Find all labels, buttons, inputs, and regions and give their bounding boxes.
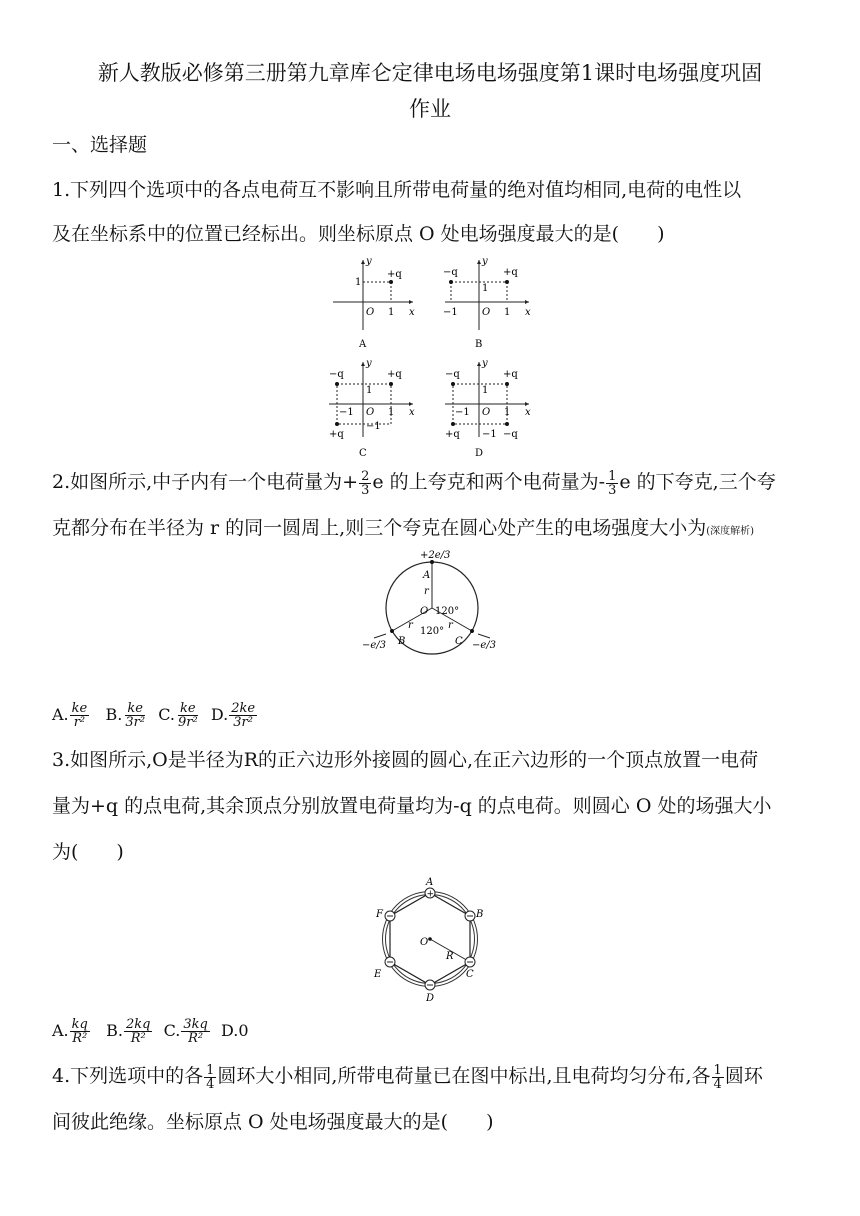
q3-point-d: D [426,993,435,1004]
q1c-x-label: x [409,407,415,418]
q1a-tick-x1: 1 [388,307,395,318]
section-heading: 一、选择题 [52,134,148,156]
q1-text-line2: 及在坐标系中的位置已经标出。则坐标原点 O 处电场强度最大的是( ) [52,223,665,245]
q1c-origin: O [366,407,375,418]
q1a-x-label: x [409,307,415,318]
q3-text-line1: 3.如图所示,O是半径为R的正六边形外接圆的圆心,在正六边形的一个顶点放置一电荷 [52,749,759,771]
q3-text-line3: 为( ) [52,841,124,863]
q1-diagram-b [443,256,531,350]
q2-right-charge: −e/3 [472,640,497,651]
q1d-origin: O [482,407,491,418]
q1d-charge-pos2: +q [445,429,460,440]
q1a-tick-1: 1 [355,277,362,288]
q2-top-charge: +2e/3 [420,550,451,561]
q2-radius-r3: r [448,620,453,631]
q3-option-d[interactable]: D.0 [221,1021,249,1040]
q1c-charge-neg: −q [329,369,344,380]
q1-diagram-d [445,358,531,459]
q3-options [52,1018,249,1045]
q1-figure [325,255,530,465]
q3-figure [368,873,498,1005]
q2-fraction-up: $\frac{2}{3}$ [361,468,370,498]
q1b-origin: O [482,307,491,318]
q3-option-c[interactable]: C. $\frac{3kq}{\text{R²}}$ [163,1017,208,1046]
q1c-label: C [359,448,367,459]
q1d-charge-neg2: −q [503,429,518,440]
q1b-charge-pos: +q [503,267,518,278]
q4-text-line2: 间彼此绝缘。坐标原点 O 处电场强度最大的是( ) [52,1111,494,1133]
q1c-tick-xm1: −1 [339,407,354,418]
q1b-tick-x1: 1 [504,307,511,318]
q1d-charge-neg: −q [445,369,460,380]
page-title-continued: 作业 [409,97,451,121]
q2-option-a[interactable]: A. $\frac{ke}{\text{r²}}$ [52,701,88,730]
q3-point-a: A [426,877,434,888]
q4-text-line1: 4.下列选项中的各 $\frac{1}{4}$ 圆环大小相同,所带电荷量已在图中标出,且电荷均匀分布,各 $\frac{1}{4}$ 圆环 [52,1062,763,1092]
q1b-x-label: x [525,307,531,318]
q1b-tick-1: 1 [482,283,489,294]
q1c-charge-pos2: +q [329,429,344,440]
q1d-tick-1: 1 [482,385,489,396]
q2-option-c[interactable]: C. $\frac{ke}{\text{9r²}}$ [158,701,198,730]
q3-text-line2: 量为+q 的点电荷,其余顶点分别放置电荷量均为-q 的点电荷。则圆心 O 处的场强大小 [52,795,772,817]
q2-text-b: e 的上夸克和两个电荷量为- [372,471,606,493]
q2-left-charge: −e/3 [362,640,387,651]
q2-angle-1: 120° [435,606,460,617]
q1c-tick-x1: 1 [388,407,395,418]
q3-option-b[interactable]: B. $\frac{2kq}{\text{R²}}$ [106,1017,151,1046]
q3-option-a[interactable]: A. $\frac{kq}{\text{R²}}$ [52,1017,88,1046]
q1a-charge: +q [387,269,402,280]
q2-fraction-down: $\frac{1}{3}$ [608,468,617,498]
q1c-tick-1: 1 [366,385,373,396]
q2-radius-r1: r [424,586,429,597]
q3-point-e: E [374,969,382,980]
q3-point-c: C [466,969,474,980]
q1d-tick-xm1: −1 [455,407,470,418]
q2-text-line2: 克都分布在半径为 r 的同一圆周上,则三个夸克在圆心处产生的电场强度大小为(深度解析) [52,517,755,539]
q2-text-a: 2.如图所示,中子内有一个电荷量为+ [52,471,359,493]
q1-text-line1: 1.下列四个选项中的各点电荷互不影响且所带电荷量的绝对值均相同,电荷的电性以 [52,179,742,201]
q4-fraction-2: $\frac{1}{4}$ [713,1062,722,1092]
q1d-charge-pos: +q [503,369,518,380]
q2-figure [360,548,500,660]
page-title: 新人教版必修第三册第九章库仑定律电场电场强度第1课时电场强度巩固 [97,61,763,85]
q1-diagram-a [333,256,415,350]
q1d-x-label: x [525,407,531,418]
q2-angle-2: 120° [420,626,445,637]
q2-text-c: e 的下夸克,三个夸 [619,471,776,493]
q1d-tick-m1: −1 [482,429,497,440]
q1a-label: A [359,339,367,350]
q2-options [52,702,258,729]
q1b-label: B [475,339,483,350]
q1b-charge-neg: −q [443,267,458,278]
svg-text:+: + [426,889,435,900]
q1d-label: D [475,448,484,459]
q2-point-c: C [455,636,463,647]
q3-point-f: F [376,909,383,920]
q1b-tick-xm1: −1 [443,307,458,318]
q4-fraction-1: $\frac{1}{4}$ [206,1062,215,1092]
q1d-y-label: y [482,358,488,369]
q1c-y-label: y [366,358,372,369]
q3-radius-r: R [446,951,454,962]
q2-point-a: A [423,570,431,581]
q1a-y-label: y [366,256,372,267]
q1-diagram-c [329,358,415,459]
q2-center-o: O [420,606,429,617]
q2-point-b: B [398,636,406,647]
q2-note: (深度解析) [706,526,755,537]
q2-option-d[interactable]: D. $\frac{2ke}{\text{3r²}}$ [210,701,256,730]
q1a-origin: O [366,307,375,318]
q3-point-b: B [476,909,484,920]
q1b-y-label: y [482,256,488,267]
q2-text-line1 [52,468,812,497]
q2-radius-r2: r [408,620,413,631]
q1c-tick-m1: −1 [366,421,381,432]
q1c-charge-pos: +q [387,369,402,380]
q1d-tick-x1: 1 [504,407,511,418]
q3-center-o: O [420,937,429,948]
q2-option-b[interactable]: B. $\frac{ke}{\text{3r²}}$ [105,701,146,730]
